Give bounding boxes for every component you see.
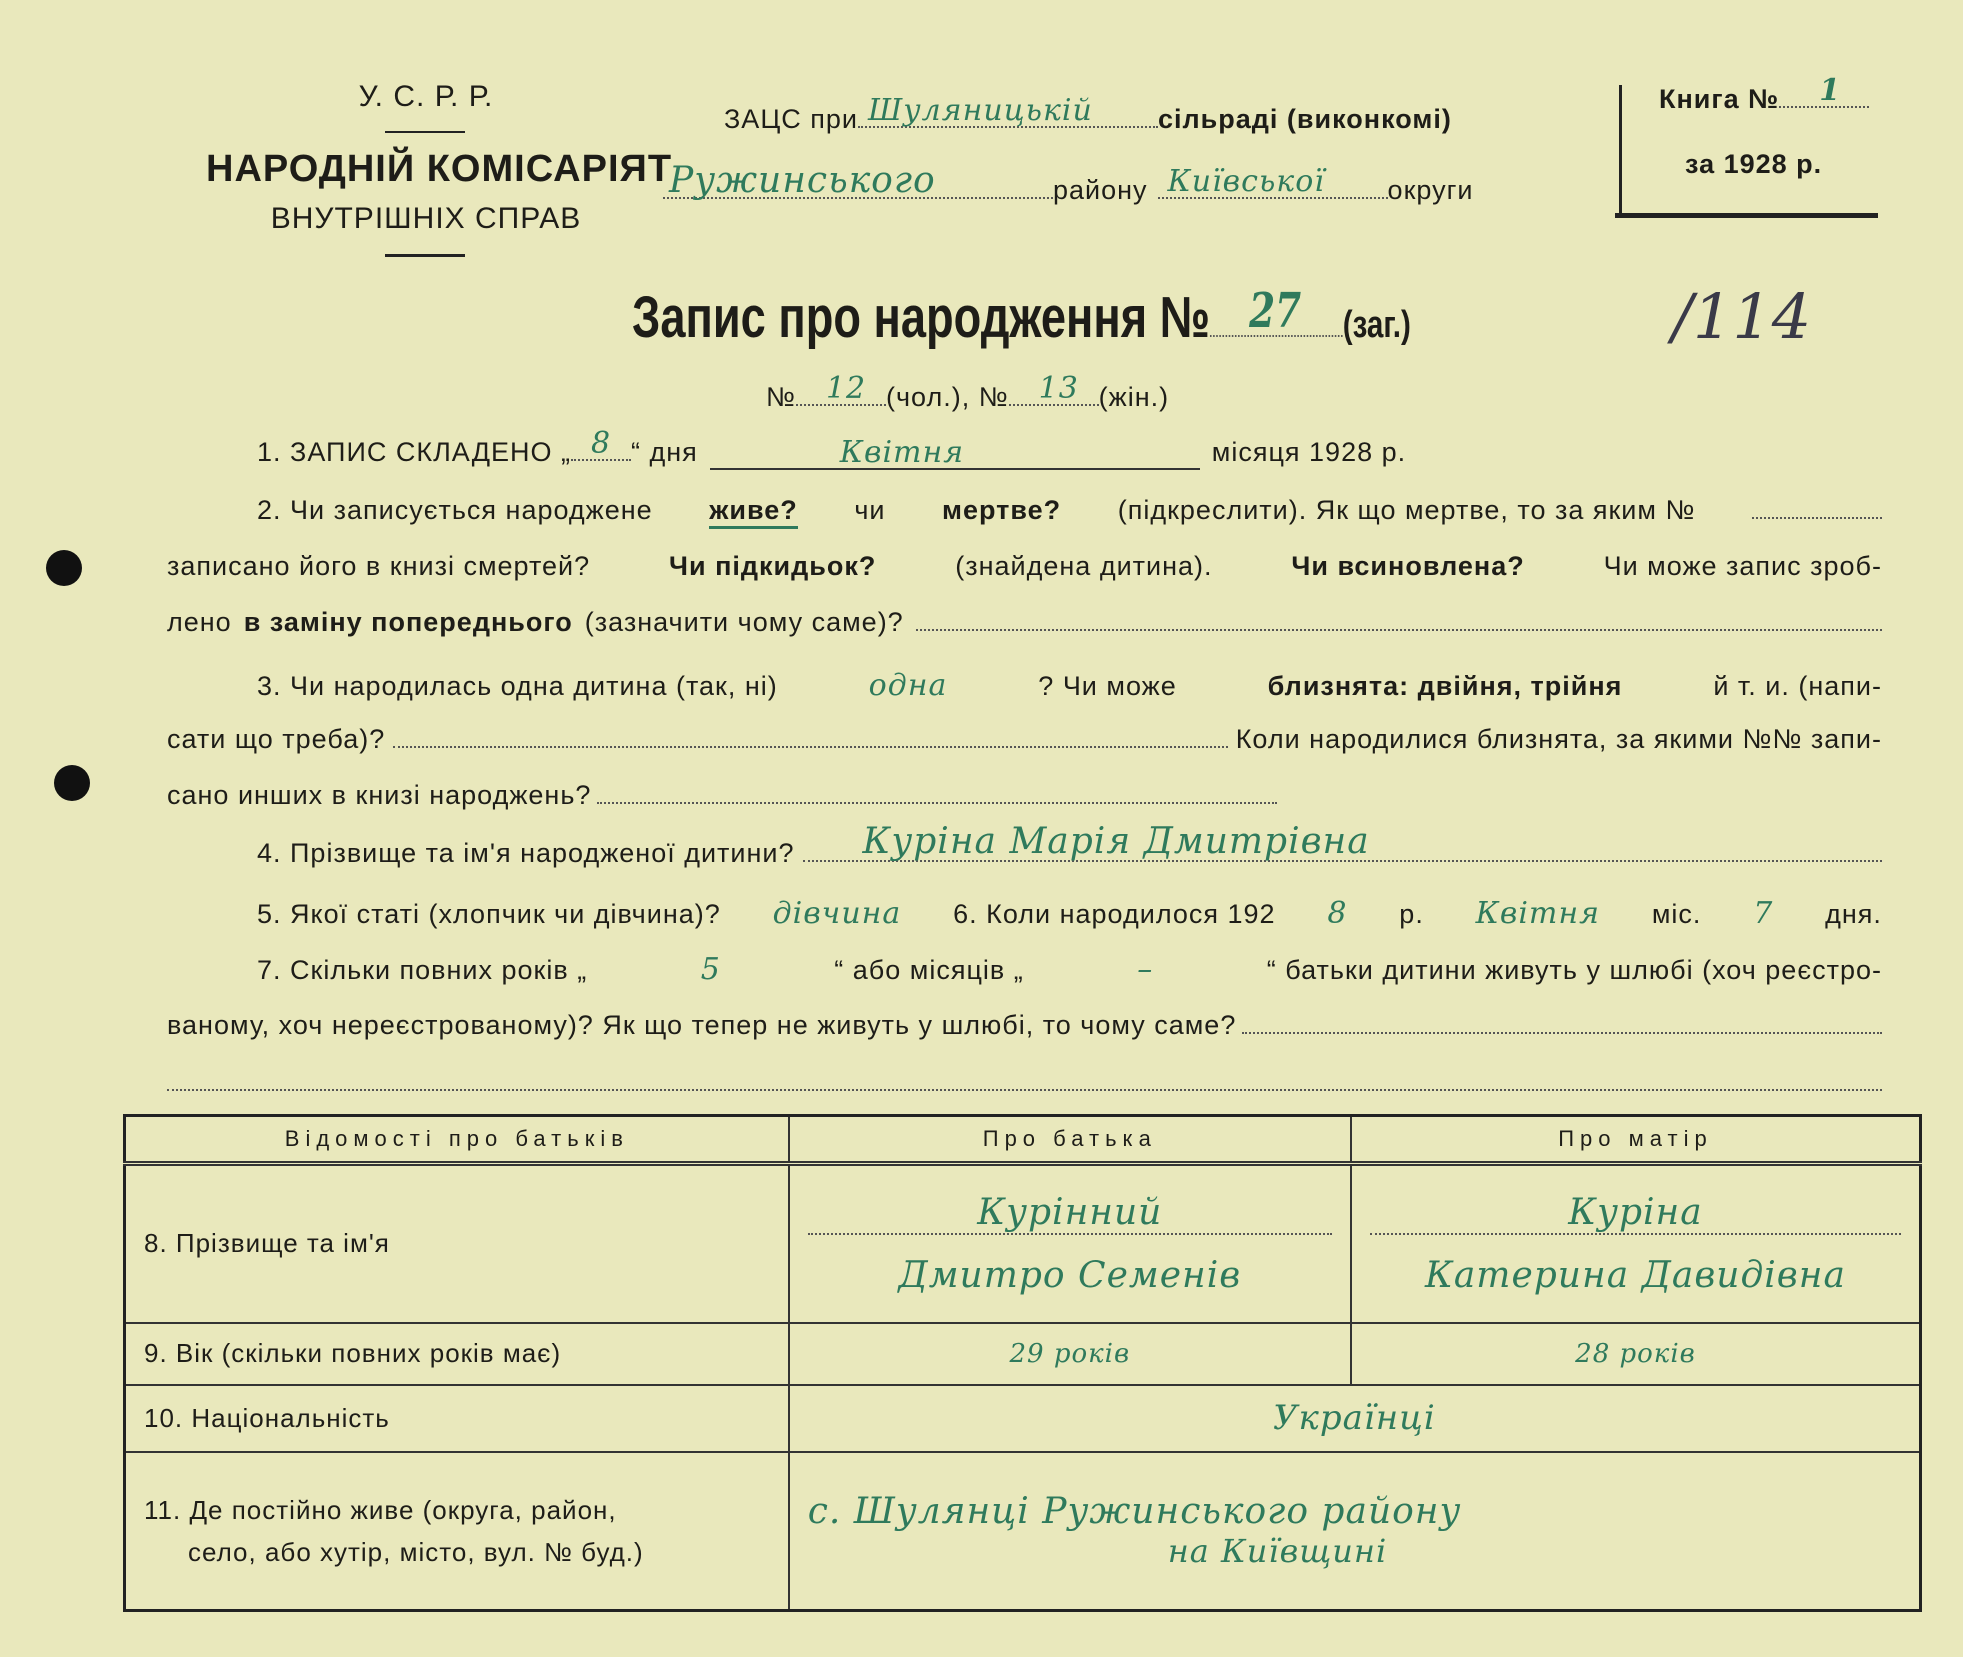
nationality-value: Українці xyxy=(789,1385,1921,1452)
male-number: 12 xyxy=(825,371,867,406)
text: р. xyxy=(1399,899,1424,929)
punch-hole xyxy=(54,765,90,801)
table-row xyxy=(125,1452,1921,1611)
birth-date-label: 6. Коли народилося 192 xyxy=(953,899,1276,929)
divider xyxy=(385,131,465,133)
item-4 xyxy=(257,821,1882,869)
table-row xyxy=(125,1385,1921,1452)
sex-label: 5. Якої статі (хлопчик чи дівчина)? xyxy=(257,899,721,929)
text: дня. xyxy=(1825,899,1882,929)
item-1 xyxy=(257,426,1407,470)
mother-name-cell xyxy=(1351,1164,1921,1323)
title-suffix: (заг.) xyxy=(1342,304,1411,346)
row-label xyxy=(125,1452,789,1611)
book-box-border xyxy=(1619,85,1622,213)
record-title xyxy=(632,284,1411,351)
item-2-line-3 xyxy=(167,607,1882,638)
month-year-label: місяця 1928 р. xyxy=(1211,437,1407,467)
item-7-line-1 xyxy=(257,952,1882,987)
father-name-cell xyxy=(789,1164,1351,1323)
text: й т. и. (напи- xyxy=(1713,671,1882,701)
table-row xyxy=(125,1164,1921,1323)
row-label: 8. Прізвище та ім'я xyxy=(125,1164,789,1323)
replacement-question: в заміну попереднього xyxy=(243,607,573,637)
residence-value-line-1: с. Шулянці Ружинського району xyxy=(807,1491,1462,1533)
item-3-line-2 xyxy=(167,724,1882,755)
birth-day: 7 xyxy=(1753,896,1774,931)
village-council-suffix: сільраді (виконкомі) xyxy=(1158,104,1452,134)
republic-label: У. С. Р. Р. xyxy=(358,80,494,113)
title-text: Запис про народження № xyxy=(632,285,1211,350)
row-label: 9. Вік (скільки повних років має) xyxy=(125,1323,789,1385)
dotted-line xyxy=(167,1089,1882,1091)
foundling-question: Чи підкидьок? xyxy=(669,551,877,581)
child-name-value: Куріна Марія Дмитрівна xyxy=(862,821,1370,862)
female-number-suffix: (жін.) xyxy=(1098,382,1170,412)
okruha-value: Київської xyxy=(1167,164,1325,199)
text: ? Чи може xyxy=(1038,671,1177,701)
header-father: Про батька xyxy=(789,1116,1351,1164)
marriage-years-label: 7. Скільки повних років „ xyxy=(257,955,588,985)
commissariat-subtitle: ВНУТРІШНІХ СПРАВ xyxy=(270,202,582,235)
father-surname: Курінний xyxy=(808,1192,1332,1235)
text: ваному, хоч нереєстрованому)? Як що тепер не живуть у шлюбі, то чому саме? xyxy=(167,1010,1237,1040)
header-mother: Про матір xyxy=(1351,1116,1921,1164)
dead-option: мертве? xyxy=(942,495,1062,525)
commissariat-title: НАРОДНІЙ КОМІСАРІЯТ xyxy=(206,148,673,190)
residence-cell xyxy=(789,1452,1921,1611)
book-year: за 1928 р. xyxy=(1685,149,1823,179)
village-council-value: Шуляницькій xyxy=(868,93,1093,128)
alive-option: живе? xyxy=(709,495,798,529)
sex-value: дівчина xyxy=(772,896,902,931)
item-2-line-2 xyxy=(167,551,1882,582)
text: лено xyxy=(167,607,232,637)
margin-number: /114 xyxy=(1672,280,1812,353)
text: (підкреслити). Як що мертве, то за яким № xyxy=(1117,495,1696,525)
item-7-line-2 xyxy=(167,1010,1882,1041)
child-name-label: 4. Прізвище та ім'я народженої дитини? xyxy=(257,838,795,868)
divider xyxy=(385,254,465,257)
text: сано инших в книзі народжень? xyxy=(167,780,592,810)
text: “ батьки дитини живуть у шлюбі (хоч реєстро- xyxy=(1266,955,1882,985)
item-3-line-3 xyxy=(167,780,1882,811)
item-5-6 xyxy=(257,896,1882,931)
mother-age: 28 років xyxy=(1351,1323,1921,1385)
record-month: Квітня xyxy=(839,435,965,470)
twins-label: близнята: двійня, трійня xyxy=(1267,671,1623,701)
row-label: 10. Національність xyxy=(125,1385,789,1452)
header-parents-info: Відомості про батьків xyxy=(125,1116,789,1164)
district-value: Ружинського xyxy=(669,160,936,201)
punch-hole xyxy=(46,550,82,586)
text: (зазначити чому саме)? xyxy=(584,607,904,637)
district-suffix: району xyxy=(1053,175,1148,205)
text: записано його в книзі смертей? xyxy=(167,551,591,581)
mother-name: Катерина Давидівна xyxy=(1424,1254,1846,1296)
zags-prefix: ЗАЦС при xyxy=(724,104,859,134)
adopted-question: Чи всиновлена? xyxy=(1291,551,1525,581)
table-row xyxy=(125,1323,1921,1385)
female-number: 13 xyxy=(1038,371,1079,406)
book-label: Книга № xyxy=(1659,84,1780,114)
day-label: “ дня xyxy=(630,437,698,467)
book-number: 1 xyxy=(1819,73,1842,108)
text: чи xyxy=(854,495,886,525)
okruha-suffix: округи xyxy=(1387,175,1474,205)
record-day: 8 xyxy=(590,426,612,461)
male-number-label: № xyxy=(766,382,796,412)
birth-year-digit: 8 xyxy=(1327,896,1348,931)
mother-surname: Куріна xyxy=(1370,1192,1901,1235)
text: Коли народилися близнята, за якими №№ запи- xyxy=(1235,724,1882,754)
text: (знайдена дитина). xyxy=(955,551,1213,581)
item-2-line-1 xyxy=(257,495,1882,529)
father-age: 29 років xyxy=(789,1323,1351,1385)
residence-value-line-2: на Київщині xyxy=(1167,1532,1388,1571)
marriage-months-value: – xyxy=(1137,952,1154,987)
single-child-answer: одна xyxy=(868,668,948,703)
residence-label-line-2: село, або хутір, місто, вул. № буд.) xyxy=(188,1536,644,1567)
record-number: 27 xyxy=(1249,283,1302,339)
text: сати що треба)? xyxy=(167,724,386,754)
item-1-label: 1. ЗАПИС СКЛАДЕНО „ xyxy=(257,437,571,467)
zags-line xyxy=(724,93,1452,135)
text: міс. xyxy=(1651,899,1702,929)
text: 3. Чи народилась одна дитина (так, ні) xyxy=(257,671,778,701)
text: “ або місяців „ xyxy=(834,955,1024,985)
male-number-suffix: (чол.), № xyxy=(885,382,1009,412)
book-label-line xyxy=(1659,73,1869,115)
marriage-years-value: 5 xyxy=(700,952,721,987)
parents-table xyxy=(123,1114,1922,1612)
text: 2. Чи записується народжене xyxy=(257,495,653,525)
district-line xyxy=(663,160,1474,206)
residence-label-line-1: 11. Де постійно живе (округа, район, xyxy=(144,1494,617,1525)
table-header-row xyxy=(125,1116,1921,1164)
birth-month: Квітня xyxy=(1475,896,1600,931)
gender-numbers-line xyxy=(766,371,1170,413)
text: Чи може запис зроб- xyxy=(1603,551,1882,581)
book-box-rule xyxy=(1615,213,1878,218)
father-name: Дмитро Семенів xyxy=(898,1254,1242,1296)
item-3-line-1 xyxy=(257,668,1882,703)
